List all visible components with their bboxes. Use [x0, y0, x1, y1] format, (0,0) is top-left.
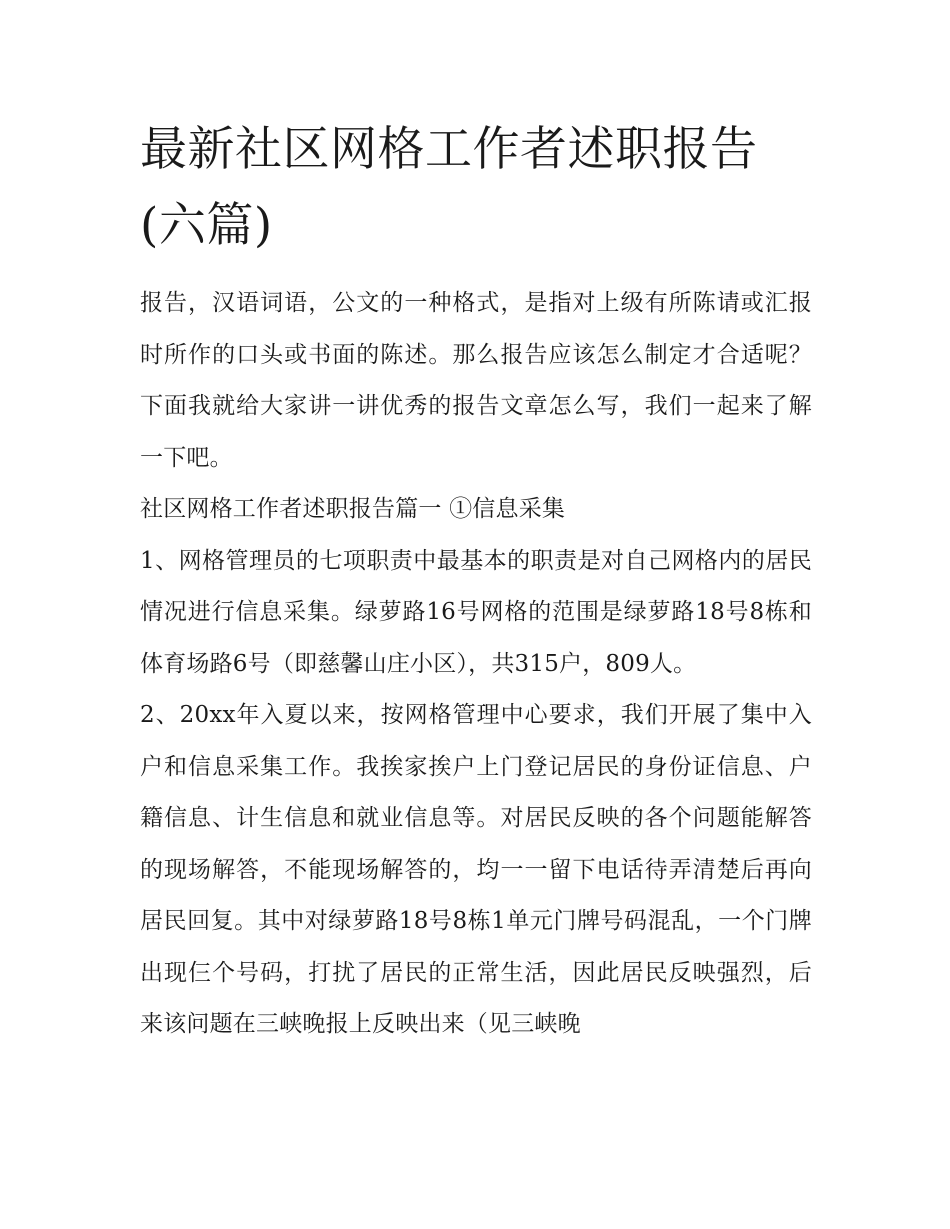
section-heading: 社区网格工作者述职报告篇一 ①信息采集 — [140, 496, 566, 522]
document-body — [140, 112, 812, 1051]
intro-paragraph: 报告，汉语词语，公文的一种格式，是指对上级有所陈请或汇报时所作的口头或书面的陈述。那么报告应该怎么制定才合适呢？下面我就给大家讲一讲优秀的报告文章怎么写，我们一起来了解一下吧。 — [140, 290, 812, 471]
body-paragraph-2: 2、20xx年入夏以来，按网格管理中心要求，我们开展了集中入户和信息采集工作。我挨家挨户上门登记居民的身份证信息、户籍信息、计生信息和就业信息等。对居民反映的各个问题能解答的现场解答，不能现场解答的，均一一留下电话待弄清楚后再向居民回复。其中对绿萝路18号8栋1单元门牌号码混乱，一个门牌出现仨个号码，打扰了居民的正常生活，因此居民反映强烈，后来该问题在三峡晚报上反映出来（见三峡晚 — [140, 702, 812, 1037]
document-title: 最新社区网格工作者述职报告(六篇) — [140, 122, 758, 253]
body-paragraph-1: 1、网格管理员的七项职责中最基本的职责是对自己网格内的居民情况进行信息采集。绿萝路16号网格的范围是绿萝路18号8栋和体育场路6号（即慈馨山庄小区），共315户，809人。 — [140, 547, 812, 677]
